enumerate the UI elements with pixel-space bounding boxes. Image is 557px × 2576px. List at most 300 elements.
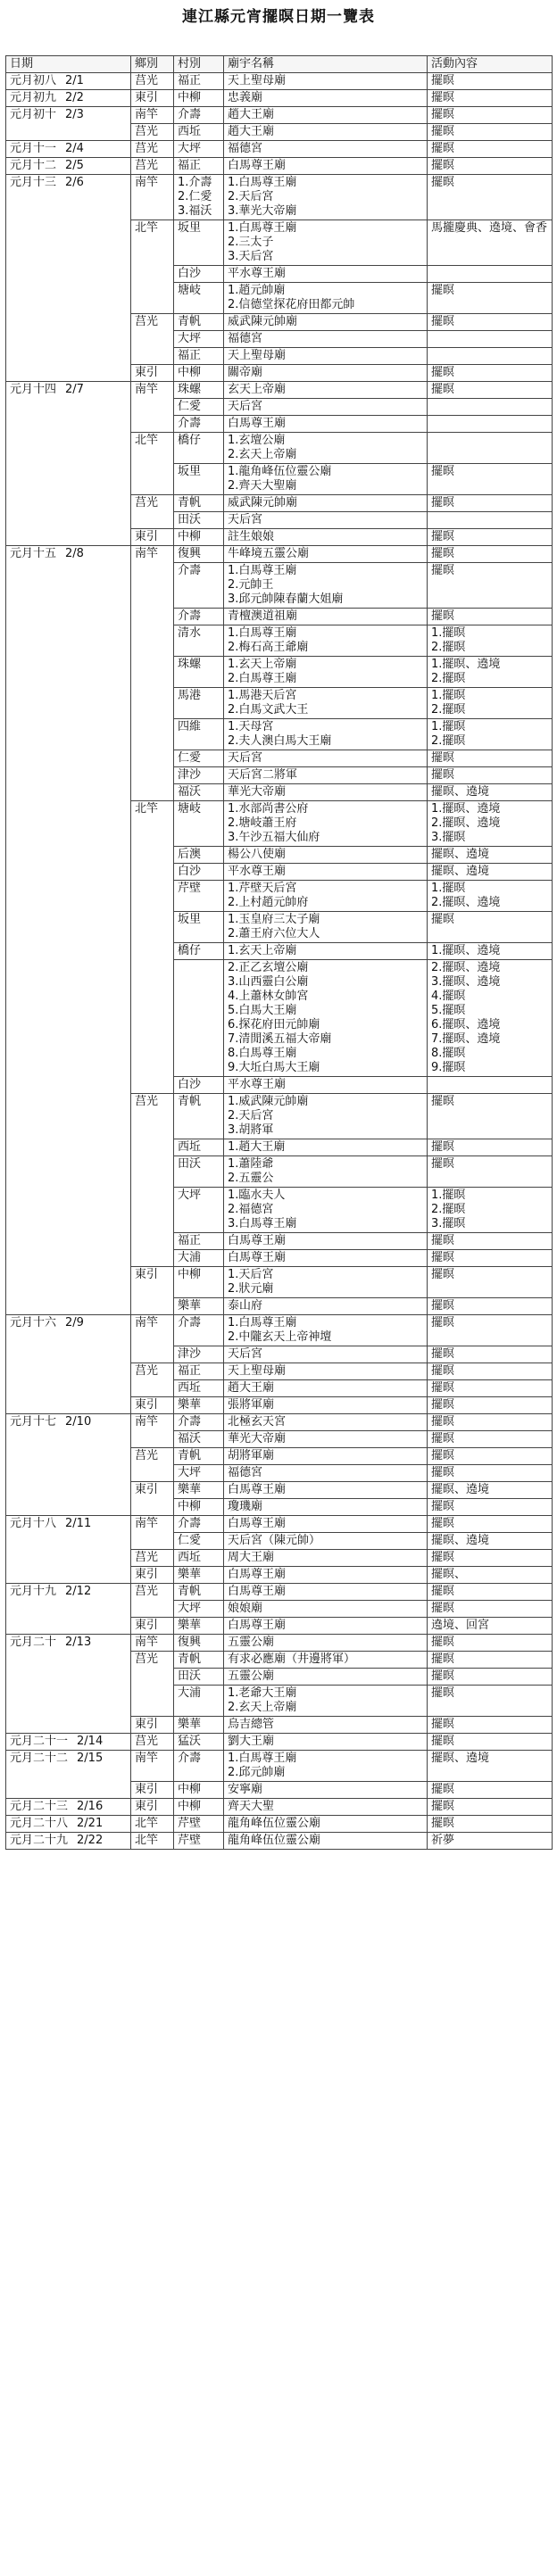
activity-cell — [428, 881, 553, 912]
activity-text: 擺暝 — [431, 1268, 455, 1281]
lunar-date: 元月初十 — [10, 108, 57, 121]
activity-cell — [428, 546, 553, 563]
temple-cell — [224, 1188, 428, 1233]
village-cell: 中柳 — [174, 529, 224, 546]
column-header-activity: 活動內容 — [428, 56, 553, 73]
temple-name: 註生娘娘 — [228, 530, 275, 543]
village-cell: 仁愛 — [174, 399, 224, 416]
temple-name: 白馬尊王廟 — [228, 417, 287, 430]
township-cell: 南竿 — [131, 1751, 174, 1782]
activity-cell — [428, 1094, 553, 1139]
village-cell: 四維 — [174, 719, 224, 750]
township-cell: 東引 — [131, 1782, 174, 1799]
activity-cell — [428, 1448, 553, 1465]
village-cell: 田沃 — [174, 1669, 224, 1686]
activity-cell — [428, 784, 553, 801]
activity-cell — [428, 750, 553, 767]
village-cell: 白沙 — [174, 1077, 224, 1094]
activity-text: 擺暝 — [431, 1551, 455, 1564]
activity-cell — [428, 107, 553, 124]
activity-text: 1.擺暝、遶境 — [431, 802, 501, 816]
activity-text: 擺暝 — [431, 159, 455, 172]
village-cell: 福沃 — [174, 784, 224, 801]
activity-text: 擺暝 — [431, 142, 455, 155]
village-cell: 介壽 — [174, 1516, 224, 1533]
temple-name: 4.上蕭林女帥宮 — [228, 990, 309, 1003]
activity-text: 擺暝 — [431, 1718, 455, 1731]
village-cell: 福正 — [174, 158, 224, 175]
activity-text: 擺暝、 — [431, 1568, 467, 1581]
village-cell: 樂華 — [174, 1298, 224, 1315]
activity-text: 擺暝 — [431, 1364, 455, 1378]
village-cell: 白沙 — [174, 266, 224, 283]
temple-cell — [224, 1363, 428, 1380]
temple-name: 楊公八使廟 — [228, 848, 287, 861]
village-cell: 西坵 — [174, 1139, 224, 1156]
date-cell — [6, 141, 131, 158]
activity-cell — [428, 348, 553, 365]
temple-name: 5.白馬大王廟 — [228, 1004, 297, 1017]
temple-cell — [224, 767, 428, 784]
activity-text: 擺暝 — [431, 91, 455, 104]
table-row — [6, 158, 553, 175]
activity-text: 擺暝 — [431, 751, 455, 765]
temple-name: 天上聖母廟 — [228, 1364, 287, 1378]
activity-text: 1.擺暝 — [431, 720, 466, 733]
temple-name: 關帝廟 — [228, 366, 263, 379]
village-cell: 青帆 — [174, 1584, 224, 1601]
activity-text: 擺暝、遶境 — [431, 1534, 490, 1547]
activity-cell — [428, 688, 553, 719]
village-cell: 介壽 — [174, 416, 224, 433]
table-row — [6, 107, 553, 124]
temple-name: 2.福德宮 — [228, 1203, 274, 1216]
village-cell: 西坵 — [174, 124, 224, 141]
table-row — [6, 1315, 553, 1346]
temple-name: 趙大王廟 — [228, 125, 275, 138]
activity-cell — [428, 365, 553, 382]
activity-text: 擺暝 — [431, 547, 455, 560]
activity-cell — [428, 1652, 553, 1669]
activity-text: 擺暝 — [431, 1800, 455, 1813]
temple-cell — [224, 141, 428, 158]
temple-name: 福德宮 — [228, 1466, 263, 1479]
temple-cell — [224, 158, 428, 175]
temple-name: 天上聖母廟 — [228, 74, 287, 87]
table-row — [6, 1635, 553, 1652]
temple-cell — [224, 1414, 428, 1431]
village-cell: 樂華 — [174, 1618, 224, 1635]
activity-cell — [428, 864, 553, 881]
temple-cell — [224, 750, 428, 767]
village-cell: 馬港 — [174, 688, 224, 719]
activity-text: 擺暝 — [431, 1817, 455, 1830]
temple-name: 1.臨水夫人 — [228, 1189, 286, 1202]
table-row — [6, 1516, 553, 1533]
temple-name: 6.探花府田元帥廟 — [228, 1018, 320, 1031]
village-cell: 仁愛 — [174, 750, 224, 767]
village-cell: 大坪 — [174, 1188, 224, 1233]
temple-name: 龍角峰伍位靈公廟 — [228, 1834, 321, 1847]
table-row — [6, 90, 553, 107]
temple-name: 華光大帝廟 — [228, 785, 287, 799]
temple-cell — [224, 314, 428, 331]
temple-name: 牛峰境五靈公廟 — [228, 547, 310, 560]
temple-name: 天后宮二將軍 — [228, 768, 298, 782]
activity-text: 5.擺暝 — [431, 1004, 466, 1017]
temple-name: 1.芹壁天后宮 — [228, 882, 297, 895]
temple-cell — [224, 1669, 428, 1686]
temple-cell — [224, 220, 428, 266]
township-cell: 北竿 — [131, 801, 174, 1094]
village-cell: 介壽 — [174, 1315, 224, 1346]
temple-cell — [224, 1315, 428, 1346]
activity-text: 擺暝 — [431, 176, 455, 189]
township-cell: 東引 — [131, 1482, 174, 1516]
township-cell: 莒光 — [131, 124, 174, 141]
activity-cell — [428, 1816, 553, 1833]
date-cell — [6, 1734, 131, 1751]
activity-text: 擺暝 — [431, 768, 455, 782]
activity-text: 2.擺暝 — [431, 703, 466, 716]
temple-cell — [224, 73, 428, 90]
activity-text: 2.擺暝、遶境 — [431, 896, 501, 909]
activity-text: 1.擺暝 — [431, 1189, 466, 1202]
village-cell: 介壽 — [174, 1414, 224, 1431]
activity-text: 擺暝 — [431, 1517, 455, 1530]
temple-cell — [224, 283, 428, 314]
activity-cell — [428, 90, 553, 107]
temple-cell — [224, 1250, 428, 1267]
activity-text: 1.擺暝、遶境 — [431, 944, 501, 957]
activity-cell — [428, 1397, 553, 1414]
activity-cell — [428, 1618, 553, 1635]
village-cell: 橋仔 — [174, 943, 224, 960]
solar-date: 2/10 — [65, 1415, 92, 1429]
temple-cell — [224, 124, 428, 141]
temple-name: 福德宮 — [228, 332, 263, 345]
activity-text: 擺暝 — [431, 496, 455, 509]
township-cell: 南竿 — [131, 1315, 174, 1363]
temple-cell — [224, 1298, 428, 1315]
activity-text: 1.擺暝 — [431, 689, 466, 702]
temple-name: 1.白馬尊王廟 — [228, 1752, 297, 1765]
temple-cell — [224, 1686, 428, 1717]
temple-name: 2.中隴玄天上帝神壇 — [228, 1330, 332, 1344]
temple-name: 2.白馬文武大王 — [228, 703, 309, 716]
activity-cell — [428, 1465, 553, 1482]
table-row — [6, 1751, 553, 1782]
activity-text: 擺暝 — [431, 1347, 455, 1361]
village-cell: 中柳 — [174, 1799, 224, 1816]
activity-text: 擺暝 — [431, 1251, 455, 1264]
temple-cell — [224, 1431, 428, 1448]
temple-name: 3.華光大帝廟 — [228, 204, 297, 218]
lunar-date: 元月二十二 — [10, 1752, 69, 1765]
temple-name: 1.威武陳元帥廟 — [228, 1095, 309, 1108]
temple-name: 2.玄天上帝廟 — [228, 1701, 297, 1714]
village-cell: 塘岐 — [174, 283, 224, 314]
temple-name: 1.白馬尊王廟 — [228, 626, 297, 640]
activity-cell — [428, 1188, 553, 1233]
temple-name: 3.山西靈白公廟 — [228, 975, 309, 989]
activity-cell — [428, 1601, 553, 1618]
activity-cell — [428, 399, 553, 416]
temple-name: 2.蕭王府六位大人 — [228, 927, 320, 940]
activity-cell — [428, 847, 553, 864]
activity-cell — [428, 1734, 553, 1751]
temple-name: 2.玄天上帝廟 — [228, 448, 297, 461]
temple-cell — [224, 688, 428, 719]
temple-cell — [224, 1380, 428, 1397]
temple-name: 1.白馬尊王廟 — [228, 1316, 297, 1329]
activity-text: 擺暝 — [431, 1234, 455, 1247]
temple-name: 2.五靈公 — [228, 1172, 274, 1185]
temple-cell — [224, 625, 428, 657]
activity-cell — [428, 220, 553, 266]
temple-name: 白馬尊王廟 — [228, 1619, 287, 1632]
activity-cell — [428, 73, 553, 90]
township-cell: 南竿 — [131, 175, 174, 220]
lunar-date: 元月二十八 — [10, 1817, 69, 1830]
table-row — [6, 175, 553, 220]
activity-cell — [428, 1782, 553, 1799]
temple-cell — [224, 464, 428, 495]
activity-cell — [428, 1584, 553, 1601]
village-cell: 樂華 — [174, 1567, 224, 1584]
activity-text: 3.擺暝 — [431, 1217, 466, 1230]
temple-cell — [224, 847, 428, 864]
solar-date: 2/14 — [77, 1735, 104, 1748]
temple-name: 1.趙元帥廟 — [228, 284, 286, 297]
temple-cell — [224, 1482, 428, 1499]
activity-text: 擺暝 — [431, 108, 455, 121]
temple-cell — [224, 107, 428, 124]
temple-cell — [224, 90, 428, 107]
township-cell: 莒光 — [131, 1584, 174, 1618]
township-cell: 莒光 — [131, 141, 174, 158]
activity-text: 擺暝 — [431, 1735, 455, 1748]
activity-text: 馬攏慶典、遶境、會香 — [431, 221, 548, 235]
temple-name: 1.白馬尊王廟 — [228, 221, 297, 235]
solar-date: 2/4 — [65, 142, 84, 155]
temple-name: 8.白馬尊王廟 — [228, 1047, 297, 1060]
table-row — [6, 1816, 553, 1833]
temple-name: 1.天母宮 — [228, 720, 274, 733]
solar-date: 2/12 — [65, 1585, 92, 1598]
village-cell: 大坪 — [174, 1601, 224, 1618]
temple-name: 平水尊王廟 — [228, 267, 287, 280]
activity-cell — [428, 1751, 553, 1782]
activity-cell — [428, 1717, 553, 1734]
activity-text: 3.擺暝、遶境 — [431, 975, 501, 989]
village-cell: 福正 — [174, 73, 224, 90]
temple-name: 忠義廟 — [228, 91, 263, 104]
village-cell: 中柳 — [174, 1267, 224, 1298]
activity-cell — [428, 960, 553, 1077]
activity-cell — [428, 175, 553, 220]
activity-cell — [428, 563, 553, 609]
activity-text: 擺暝、遶境 — [431, 1752, 490, 1765]
temple-name: 平水尊王廟 — [228, 865, 287, 878]
temple-name: 周大王廟 — [228, 1551, 275, 1564]
village-cell: 福正 — [174, 1363, 224, 1380]
township-cell: 莒光 — [131, 1094, 174, 1267]
temple-cell — [224, 175, 428, 220]
village-cell: 中柳 — [174, 90, 224, 107]
activity-cell — [428, 1635, 553, 1652]
schedule-table — [5, 55, 553, 1850]
date-cell — [6, 158, 131, 175]
activity-cell — [428, 1482, 553, 1499]
lunar-date: 元月二十一 — [10, 1735, 69, 1748]
temple-cell — [224, 1094, 428, 1139]
temple-cell — [224, 1465, 428, 1482]
temple-cell — [224, 348, 428, 365]
temple-name: 1.馬港天后宮 — [228, 689, 297, 702]
activity-text: 擺暝、遶境 — [431, 1483, 490, 1496]
temple-cell — [224, 512, 428, 529]
village-cell: 青帆 — [174, 495, 224, 512]
temple-name: 五靈公廟 — [228, 1669, 275, 1683]
solar-date: 2/1 — [65, 74, 84, 87]
temple-name: 瓊璣廟 — [228, 1500, 263, 1513]
temple-cell — [224, 881, 428, 912]
column-header-date: 日期 — [6, 56, 131, 73]
lunar-date: 元月十六 — [10, 1316, 57, 1329]
activity-text: 擺暝 — [431, 1095, 455, 1108]
township-cell: 莒光 — [131, 495, 174, 529]
temple-name: 2.三太子 — [228, 236, 274, 249]
temple-name: 福德宮 — [228, 142, 263, 155]
township-cell: 東引 — [131, 90, 174, 107]
table-row — [6, 141, 553, 158]
village-cell: 中柳 — [174, 365, 224, 382]
temple-name: 1.水部尚書公府 — [228, 802, 309, 816]
activity-text: 2.擺暝 — [431, 641, 466, 654]
temple-name: 五靈公廟 — [228, 1636, 275, 1649]
township-cell: 南竿 — [131, 1414, 174, 1448]
temple-cell — [224, 1652, 428, 1669]
activity-cell — [428, 801, 553, 847]
temple-cell — [224, 1499, 428, 1516]
activity-cell — [428, 382, 553, 399]
temple-cell — [224, 1601, 428, 1618]
activity-cell — [428, 1414, 553, 1431]
activity-cell — [428, 314, 553, 331]
activity-text: 擺暝 — [431, 1432, 455, 1445]
activity-text: 2.擺暝 — [431, 734, 466, 748]
temple-cell — [224, 433, 428, 464]
temple-cell — [224, 563, 428, 609]
lunar-date: 元月十二 — [10, 159, 57, 172]
activity-cell — [428, 1669, 553, 1686]
temple-cell — [224, 365, 428, 382]
temple-cell — [224, 529, 428, 546]
temple-name: 天后宮（陳元帥） — [228, 1534, 321, 1547]
activity-cell — [428, 1315, 553, 1346]
solar-date: 2/9 — [65, 1316, 84, 1329]
activity-cell — [428, 609, 553, 625]
activity-text: 擺暝 — [431, 1669, 455, 1683]
activity-cell — [428, 1267, 553, 1298]
temple-name: 1.玄天上帝廟 — [228, 944, 297, 957]
activity-text: 2.擺暝 — [431, 672, 466, 685]
village-cell: 福正 — [174, 348, 224, 365]
activity-text: 擺暝 — [431, 1415, 455, 1429]
temple-cell — [224, 1233, 428, 1250]
temple-cell — [224, 1782, 428, 1799]
activity-text: 擺暝 — [431, 74, 455, 87]
temple-cell — [224, 1833, 428, 1850]
date-cell — [6, 1635, 131, 1734]
activity-text: 擺暝、遶境 — [431, 785, 490, 799]
temple-name: 3.午沙五福大仙府 — [228, 831, 320, 844]
activity-cell — [428, 124, 553, 141]
activity-text: 擺暝 — [431, 1316, 455, 1329]
table-row — [6, 1584, 553, 1601]
activity-cell — [428, 1431, 553, 1448]
village-cell: 介壽 — [174, 107, 224, 124]
activity-text: 擺暝 — [431, 1636, 455, 1649]
temple-name: 天后宮 — [228, 513, 263, 526]
village-cell: 清水 — [174, 625, 224, 657]
solar-date: 2/6 — [65, 176, 84, 189]
date-cell — [6, 1516, 131, 1584]
village-cell: 西坵 — [174, 1380, 224, 1397]
village-cell: 福正 — [174, 1233, 224, 1250]
activity-text: 遶境、回宮 — [431, 1619, 490, 1632]
temple-name: 北極玄天宮 — [228, 1415, 287, 1429]
activity-text: 1.擺暝 — [431, 626, 466, 640]
temple-name: 龍角峰伍位靈公廟 — [228, 1817, 321, 1830]
activity-cell — [428, 1499, 553, 1516]
temple-cell — [224, 1346, 428, 1363]
activity-cell — [428, 1833, 553, 1850]
temple-name: 青檀澳道祖廟 — [228, 609, 298, 623]
lunar-date: 元月十一 — [10, 142, 57, 155]
village-cell: 坂里 — [174, 220, 224, 266]
lunar-date: 元月十七 — [10, 1415, 57, 1429]
temple-name: 1.白馬尊王廟 — [228, 176, 297, 189]
village-cell: 塘岐 — [174, 801, 224, 847]
activity-text: 擺暝 — [431, 564, 455, 577]
temple-name: 1.龍角峰伍位靈公廟 — [228, 465, 332, 478]
village-cell: 大浦 — [174, 1686, 224, 1717]
activity-text: 6.擺暝、遶境 — [431, 1018, 501, 1031]
activity-text: 擺暝 — [431, 1381, 455, 1395]
township-cell: 北竿 — [131, 1833, 174, 1850]
activity-text: 1.擺暝、遶境 — [431, 658, 501, 671]
temple-name: 白馬尊王廟 — [228, 1568, 287, 1581]
temple-cell — [224, 1139, 428, 1156]
lunar-date: 元月十九 — [10, 1585, 57, 1598]
temple-cell — [224, 1618, 428, 1635]
village-cell: 中柳 — [174, 1782, 224, 1799]
activity-text: 擺暝 — [431, 913, 455, 926]
activity-cell — [428, 331, 553, 348]
temple-name: 2.梅石高王爺廟 — [228, 641, 309, 654]
temple-name: 2.正乙玄壇公廟 — [228, 961, 309, 974]
activity-text: 2.擺暝 — [431, 1203, 466, 1216]
activity-cell — [428, 1250, 553, 1267]
temple-cell — [224, 416, 428, 433]
activity-text: 擺暝 — [431, 383, 455, 396]
activity-cell — [428, 1077, 553, 1094]
temple-cell — [224, 657, 428, 688]
solar-date: 2/7 — [65, 383, 84, 396]
township-cell: 莒光 — [131, 1652, 174, 1717]
